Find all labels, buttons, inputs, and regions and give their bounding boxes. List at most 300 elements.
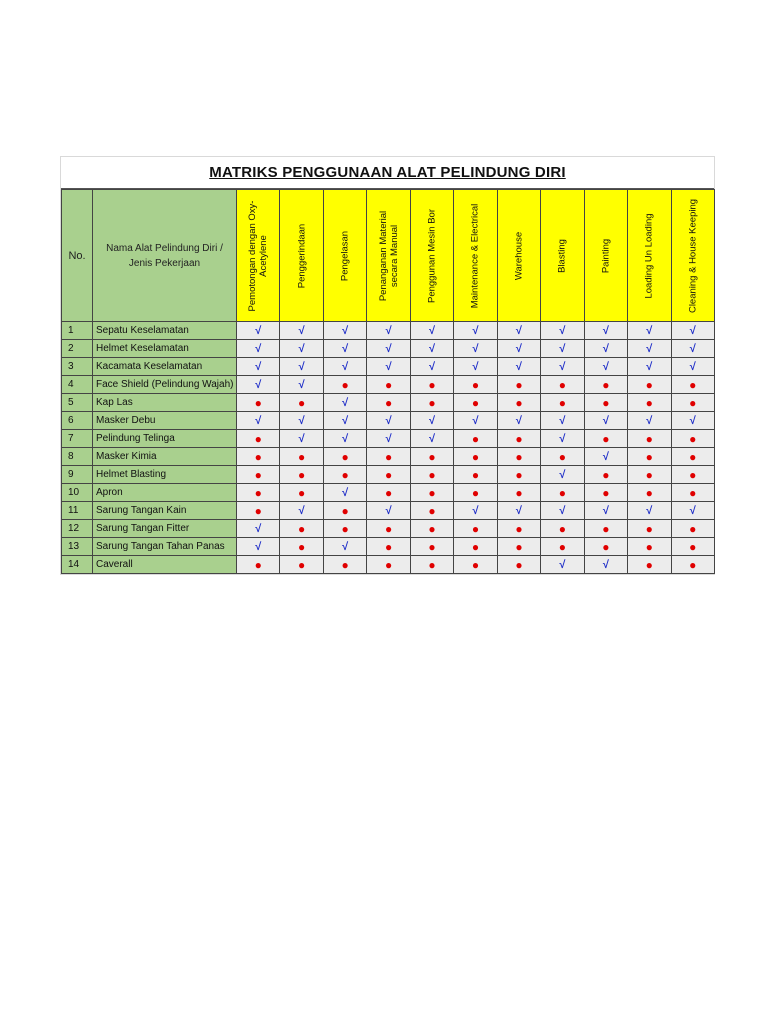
matrix-cell bbox=[541, 484, 584, 502]
matrix-cell bbox=[671, 322, 714, 340]
check-icon: √ bbox=[689, 342, 696, 355]
table-row bbox=[62, 448, 715, 466]
check-icon: √ bbox=[342, 360, 349, 373]
matrix-cell bbox=[454, 484, 497, 502]
red-dot-icon: ● bbox=[515, 431, 523, 446]
ppe-item-name: Pelindung Telinga bbox=[93, 430, 237, 448]
check-icon: √ bbox=[689, 360, 696, 373]
matrix-cell bbox=[323, 358, 366, 376]
matrix-cell bbox=[671, 484, 714, 502]
name-column-header: Nama Alat Pelindung Diri / Jenis Pekerjaan bbox=[93, 190, 237, 322]
row-number: 4 bbox=[62, 376, 93, 394]
job-column-header bbox=[541, 190, 584, 322]
red-dot-icon: ● bbox=[602, 467, 610, 482]
job-column-label: Loading Un Loading bbox=[643, 212, 655, 299]
check-icon: √ bbox=[602, 414, 609, 427]
red-dot-icon: ● bbox=[341, 377, 349, 392]
job-column-header bbox=[280, 190, 323, 322]
matrix-cell bbox=[497, 502, 540, 520]
red-dot-icon: ● bbox=[471, 485, 480, 500]
red-dot-icon: ● bbox=[515, 557, 523, 572]
ppe-item-name: Masker Debu bbox=[93, 412, 237, 430]
matrix-cell bbox=[454, 430, 497, 448]
matrix-cell bbox=[280, 502, 323, 520]
matrix-cell bbox=[237, 448, 280, 466]
red-dot-icon: ● bbox=[384, 377, 393, 392]
matrix-cell bbox=[367, 340, 410, 358]
check-icon: √ bbox=[298, 378, 305, 391]
matrix-cell bbox=[280, 448, 323, 466]
table-row bbox=[62, 358, 715, 376]
check-icon: √ bbox=[298, 432, 305, 445]
check-icon: √ bbox=[255, 342, 262, 355]
check-icon: √ bbox=[342, 414, 349, 427]
table-row bbox=[62, 430, 715, 448]
table-row bbox=[62, 538, 715, 556]
matrix-cell bbox=[454, 376, 497, 394]
ppe-item-name: Masker Kimia bbox=[93, 448, 237, 466]
matrix-cell bbox=[367, 466, 410, 484]
job-column-label: Maintenance & Electrical bbox=[469, 203, 481, 308]
matrix-cell bbox=[237, 412, 280, 430]
check-icon: √ bbox=[472, 360, 479, 373]
matrix-cell bbox=[280, 520, 323, 538]
matrix-cell bbox=[671, 412, 714, 430]
table-row bbox=[62, 520, 715, 538]
matrix-cell bbox=[628, 376, 671, 394]
matrix-cell bbox=[237, 484, 280, 502]
matrix-cell bbox=[323, 430, 366, 448]
red-dot-icon: ● bbox=[515, 467, 523, 482]
matrix-cell bbox=[671, 394, 714, 412]
matrix-cell bbox=[497, 322, 540, 340]
matrix-cell bbox=[410, 376, 453, 394]
matrix-cell bbox=[628, 484, 671, 502]
job-column-label: Penggunan Mesin Bor bbox=[426, 208, 438, 303]
check-icon: √ bbox=[602, 324, 609, 337]
matrix-cell bbox=[410, 322, 453, 340]
check-icon: √ bbox=[559, 414, 566, 427]
matrix-cell bbox=[497, 556, 540, 574]
check-icon: √ bbox=[385, 414, 392, 427]
ppe-matrix-sheet bbox=[60, 156, 715, 575]
check-icon: √ bbox=[515, 324, 522, 337]
red-dot-icon: ● bbox=[341, 467, 349, 482]
check-icon: √ bbox=[559, 342, 566, 355]
check-icon: √ bbox=[689, 324, 696, 337]
matrix-cell bbox=[280, 430, 323, 448]
ppe-item-name: Sepatu Keselamatan bbox=[93, 322, 237, 340]
check-icon: √ bbox=[559, 468, 566, 481]
red-dot-icon: ● bbox=[515, 377, 523, 392]
red-dot-icon: ● bbox=[428, 449, 436, 464]
matrix-cell bbox=[497, 358, 540, 376]
row-number: 6 bbox=[62, 412, 93, 430]
check-icon: √ bbox=[602, 342, 609, 355]
matrix-cell bbox=[410, 430, 453, 448]
matrix-cell bbox=[671, 466, 714, 484]
check-icon: √ bbox=[429, 324, 436, 337]
matrix-cell bbox=[584, 520, 627, 538]
matrix-cell bbox=[237, 538, 280, 556]
row-number: 13 bbox=[62, 538, 93, 556]
check-icon: √ bbox=[429, 432, 436, 445]
check-icon: √ bbox=[255, 324, 262, 337]
matrix-cell bbox=[584, 466, 627, 484]
matrix-cell bbox=[454, 448, 497, 466]
red-dot-icon: ● bbox=[689, 485, 697, 500]
matrix-cell bbox=[410, 448, 453, 466]
check-icon: √ bbox=[515, 504, 522, 517]
row-number: 2 bbox=[62, 340, 93, 358]
matrix-cell bbox=[671, 520, 714, 538]
matrix-cell bbox=[454, 394, 497, 412]
matrix-cell bbox=[628, 394, 671, 412]
red-dot-icon: ● bbox=[384, 485, 393, 500]
matrix-cell bbox=[628, 322, 671, 340]
matrix-cell bbox=[671, 448, 714, 466]
matrix-cell bbox=[410, 502, 453, 520]
matrix-cell bbox=[541, 376, 584, 394]
job-column-header bbox=[323, 190, 366, 322]
check-icon: √ bbox=[342, 396, 349, 409]
job-column-label: Painting bbox=[600, 238, 612, 273]
red-dot-icon: ● bbox=[515, 485, 523, 500]
row-number: 7 bbox=[62, 430, 93, 448]
check-icon: √ bbox=[298, 504, 305, 517]
red-dot-icon: ● bbox=[471, 377, 480, 392]
matrix-cell bbox=[671, 556, 714, 574]
matrix-cell bbox=[584, 502, 627, 520]
matrix-cell bbox=[628, 466, 671, 484]
matrix-cell bbox=[323, 466, 366, 484]
matrix-cell bbox=[541, 358, 584, 376]
matrix-cell bbox=[541, 340, 584, 358]
ppe-item-name: Sarung Tangan Kain bbox=[93, 502, 237, 520]
red-dot-icon: ● bbox=[645, 539, 653, 554]
table-row bbox=[62, 322, 715, 340]
table-row bbox=[62, 556, 715, 574]
matrix-cell bbox=[323, 556, 366, 574]
matrix-cell bbox=[628, 358, 671, 376]
table-row bbox=[62, 502, 715, 520]
check-icon: √ bbox=[602, 360, 609, 373]
matrix-cell bbox=[541, 412, 584, 430]
check-icon: √ bbox=[646, 504, 653, 517]
red-dot-icon: ● bbox=[645, 395, 653, 410]
matrix-cell bbox=[497, 538, 540, 556]
check-icon: √ bbox=[429, 360, 436, 373]
matrix-cell bbox=[584, 340, 627, 358]
header-row bbox=[62, 190, 715, 322]
row-number: 8 bbox=[62, 448, 93, 466]
ppe-item-name: Caverall bbox=[93, 556, 237, 574]
job-column-label: Pengelasan bbox=[339, 230, 351, 281]
matrix-cell bbox=[237, 358, 280, 376]
red-dot-icon: ● bbox=[254, 503, 262, 518]
matrix-cell bbox=[584, 376, 627, 394]
matrix-cell bbox=[671, 538, 714, 556]
table-row bbox=[62, 466, 715, 484]
red-dot-icon: ● bbox=[384, 539, 393, 554]
job-column-header bbox=[410, 190, 453, 322]
matrix-cell bbox=[454, 412, 497, 430]
check-icon: √ bbox=[298, 342, 305, 355]
check-icon: √ bbox=[255, 414, 262, 427]
red-dot-icon: ● bbox=[471, 521, 480, 536]
check-icon: √ bbox=[385, 504, 392, 517]
red-dot-icon: ● bbox=[298, 521, 306, 536]
matrix-cell bbox=[367, 358, 410, 376]
ppe-item-name: Helmet Blasting bbox=[93, 466, 237, 484]
row-number: 1 bbox=[62, 322, 93, 340]
red-dot-icon: ● bbox=[428, 539, 436, 554]
matrix-cell bbox=[323, 376, 366, 394]
red-dot-icon: ● bbox=[254, 467, 262, 482]
check-icon: √ bbox=[689, 504, 696, 517]
table-row bbox=[62, 376, 715, 394]
matrix-cell bbox=[497, 412, 540, 430]
red-dot-icon: ● bbox=[384, 467, 393, 482]
matrix-cell bbox=[497, 520, 540, 538]
matrix-cell bbox=[410, 340, 453, 358]
red-dot-icon: ● bbox=[645, 521, 653, 536]
matrix-cell bbox=[367, 502, 410, 520]
red-dot-icon: ● bbox=[471, 449, 480, 464]
red-dot-icon: ● bbox=[254, 485, 262, 500]
matrix-cell bbox=[367, 394, 410, 412]
table-row bbox=[62, 394, 715, 412]
job-column-label: Warehouse bbox=[513, 231, 525, 280]
no-column-header: No. bbox=[62, 190, 93, 322]
red-dot-icon: ● bbox=[384, 521, 393, 536]
matrix-cell bbox=[628, 538, 671, 556]
matrix-cell bbox=[237, 466, 280, 484]
check-icon: √ bbox=[255, 522, 262, 535]
row-number: 12 bbox=[62, 520, 93, 538]
red-dot-icon: ● bbox=[254, 449, 262, 464]
check-icon: √ bbox=[255, 378, 262, 391]
matrix-cell bbox=[671, 358, 714, 376]
matrix-cell bbox=[497, 466, 540, 484]
check-icon: √ bbox=[515, 360, 522, 373]
check-icon: √ bbox=[646, 414, 653, 427]
job-column-label: Pemotongan dengan Oxy-Acetylene bbox=[247, 200, 270, 311]
check-icon: √ bbox=[646, 342, 653, 355]
matrix-cell bbox=[410, 484, 453, 502]
red-dot-icon: ● bbox=[254, 557, 262, 572]
red-dot-icon: ● bbox=[254, 431, 262, 446]
red-dot-icon: ● bbox=[471, 395, 480, 410]
matrix-cell bbox=[323, 484, 366, 502]
red-dot-icon: ● bbox=[689, 557, 697, 572]
matrix-cell bbox=[628, 520, 671, 538]
matrix-cell bbox=[584, 556, 627, 574]
matrix-cell bbox=[237, 520, 280, 538]
red-dot-icon: ● bbox=[428, 557, 436, 572]
matrix-cell bbox=[237, 340, 280, 358]
matrix-cell bbox=[454, 322, 497, 340]
row-number: 14 bbox=[62, 556, 93, 574]
check-icon: √ bbox=[559, 432, 566, 445]
matrix-cell bbox=[280, 412, 323, 430]
matrix-cell bbox=[541, 556, 584, 574]
red-dot-icon: ● bbox=[645, 485, 653, 500]
matrix-cell bbox=[628, 340, 671, 358]
matrix-cell bbox=[671, 502, 714, 520]
job-column-header bbox=[671, 190, 714, 322]
check-icon: √ bbox=[602, 504, 609, 517]
matrix-cell bbox=[280, 538, 323, 556]
check-icon: √ bbox=[342, 432, 349, 445]
table-row bbox=[62, 484, 715, 502]
red-dot-icon: ● bbox=[341, 521, 349, 536]
red-dot-icon: ● bbox=[689, 449, 697, 464]
matrix-cell bbox=[367, 412, 410, 430]
check-icon: √ bbox=[429, 414, 436, 427]
check-icon: √ bbox=[385, 342, 392, 355]
red-dot-icon: ● bbox=[645, 377, 653, 392]
matrix-cell bbox=[410, 358, 453, 376]
check-icon: √ bbox=[298, 324, 305, 337]
red-dot-icon: ● bbox=[254, 395, 262, 410]
matrix-cell bbox=[367, 430, 410, 448]
row-number: 10 bbox=[62, 484, 93, 502]
matrix-cell bbox=[497, 376, 540, 394]
matrix-cell bbox=[410, 466, 453, 484]
matrix-cell bbox=[454, 340, 497, 358]
check-icon: √ bbox=[255, 540, 262, 553]
ppe-item-name: Kacamata Keselamatan bbox=[93, 358, 237, 376]
red-dot-icon: ● bbox=[298, 467, 306, 482]
table-row bbox=[62, 340, 715, 358]
matrix-cell bbox=[323, 502, 366, 520]
check-icon: √ bbox=[559, 360, 566, 373]
check-icon: √ bbox=[385, 360, 392, 373]
red-dot-icon: ● bbox=[645, 557, 653, 572]
matrix-cell bbox=[584, 358, 627, 376]
red-dot-icon: ● bbox=[515, 395, 523, 410]
matrix-cell bbox=[541, 430, 584, 448]
check-icon: √ bbox=[515, 342, 522, 355]
check-icon: √ bbox=[515, 414, 522, 427]
ppe-item-name: Helmet Keselamatan bbox=[93, 340, 237, 358]
title-row bbox=[61, 157, 714, 189]
matrix-cell bbox=[367, 556, 410, 574]
check-icon: √ bbox=[342, 342, 349, 355]
matrix-cell bbox=[541, 538, 584, 556]
matrix-cell bbox=[367, 484, 410, 502]
ppe-matrix-table bbox=[61, 189, 715, 574]
red-dot-icon: ● bbox=[645, 431, 653, 446]
red-dot-icon: ● bbox=[428, 521, 436, 536]
red-dot-icon: ● bbox=[602, 485, 610, 500]
check-icon: √ bbox=[472, 414, 479, 427]
matrix-cell bbox=[367, 538, 410, 556]
row-number: 11 bbox=[62, 502, 93, 520]
matrix-cell bbox=[323, 538, 366, 556]
row-number: 3 bbox=[62, 358, 93, 376]
check-icon: √ bbox=[472, 342, 479, 355]
red-dot-icon: ● bbox=[689, 395, 697, 410]
check-icon: √ bbox=[559, 558, 566, 571]
matrix-cell bbox=[541, 394, 584, 412]
red-dot-icon: ● bbox=[428, 503, 436, 518]
red-dot-icon: ● bbox=[689, 539, 697, 554]
matrix-cell bbox=[541, 448, 584, 466]
matrix-cell bbox=[323, 394, 366, 412]
matrix-cell bbox=[454, 502, 497, 520]
red-dot-icon: ● bbox=[602, 431, 610, 446]
red-dot-icon: ● bbox=[602, 539, 610, 554]
red-dot-icon: ● bbox=[558, 521, 567, 536]
matrix-cell bbox=[280, 340, 323, 358]
red-dot-icon: ● bbox=[689, 521, 697, 536]
matrix-cell bbox=[497, 394, 540, 412]
red-dot-icon: ● bbox=[298, 539, 306, 554]
red-dot-icon: ● bbox=[341, 449, 349, 464]
red-dot-icon: ● bbox=[645, 449, 653, 464]
red-dot-icon: ● bbox=[428, 467, 436, 482]
red-dot-icon: ● bbox=[558, 449, 567, 464]
matrix-cell bbox=[237, 556, 280, 574]
red-dot-icon: ● bbox=[471, 467, 480, 482]
matrix-cell bbox=[584, 538, 627, 556]
red-dot-icon: ● bbox=[515, 539, 523, 554]
check-icon: √ bbox=[298, 414, 305, 427]
matrix-cell bbox=[237, 394, 280, 412]
red-dot-icon: ● bbox=[298, 485, 306, 500]
job-column-label: Penanganan Material secara Manual bbox=[377, 210, 400, 301]
red-dot-icon: ● bbox=[558, 485, 567, 500]
red-dot-icon: ● bbox=[689, 431, 697, 446]
matrix-cell bbox=[237, 502, 280, 520]
matrix-cell bbox=[497, 340, 540, 358]
check-icon: √ bbox=[646, 360, 653, 373]
matrix-cell bbox=[628, 502, 671, 520]
check-icon: √ bbox=[342, 324, 349, 337]
check-icon: √ bbox=[429, 342, 436, 355]
job-column-label: Cleaning & House Keeping bbox=[687, 198, 699, 313]
red-dot-icon: ● bbox=[558, 539, 567, 554]
red-dot-icon: ● bbox=[602, 395, 610, 410]
matrix-cell bbox=[628, 430, 671, 448]
matrix-cell bbox=[410, 520, 453, 538]
red-dot-icon: ● bbox=[428, 377, 436, 392]
red-dot-icon: ● bbox=[298, 557, 306, 572]
job-column-header bbox=[237, 190, 280, 322]
check-icon: √ bbox=[602, 558, 609, 571]
matrix-cell bbox=[323, 340, 366, 358]
matrix-cell bbox=[671, 340, 714, 358]
check-icon: √ bbox=[602, 450, 609, 463]
matrix-cell bbox=[410, 556, 453, 574]
matrix-cell bbox=[628, 556, 671, 574]
page-title: MATRIKS PENGGUNAAN ALAT PELINDUNG DIRI bbox=[209, 164, 566, 181]
red-dot-icon: ● bbox=[558, 377, 567, 392]
matrix-cell bbox=[454, 556, 497, 574]
matrix-cell bbox=[280, 484, 323, 502]
red-dot-icon: ● bbox=[471, 557, 480, 572]
matrix-cell bbox=[323, 520, 366, 538]
row-number: 5 bbox=[62, 394, 93, 412]
matrix-cell bbox=[410, 538, 453, 556]
matrix-cell bbox=[280, 466, 323, 484]
matrix-cell bbox=[541, 322, 584, 340]
check-icon: √ bbox=[342, 540, 349, 553]
check-icon: √ bbox=[646, 324, 653, 337]
job-column-header bbox=[454, 190, 497, 322]
